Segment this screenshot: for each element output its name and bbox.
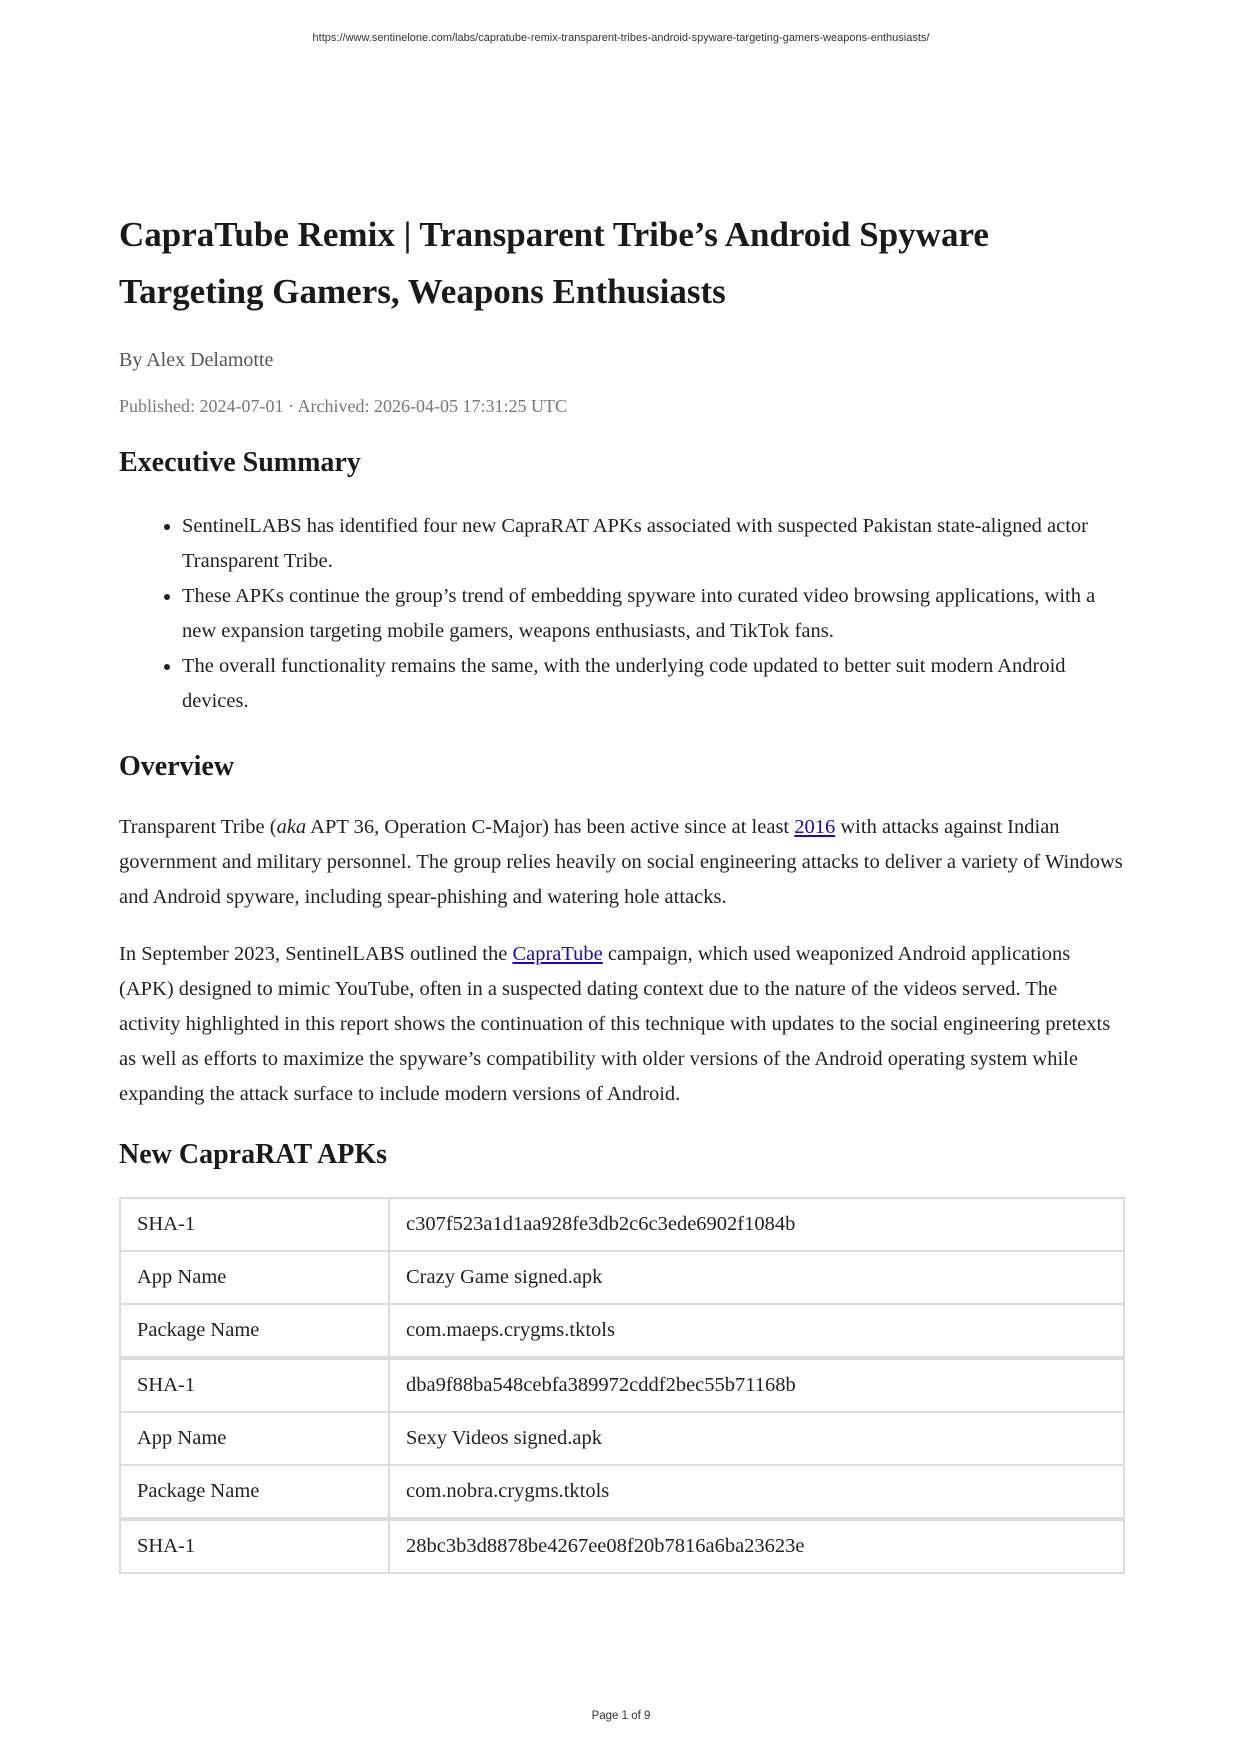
article-title: CapraTube Remix | Transparent Tribe’s Android Spyware Targeting Gamers, Weapons Enthusiasts xyxy=(119,215,989,311)
table-key: Package Name xyxy=(120,1465,389,1519)
text: Transparent Tribe ( xyxy=(119,816,277,838)
publish-meta: Published: 2024-07-01 · Archived: 2026-04-05 17:31:25 UTC xyxy=(119,396,567,416)
list-item: • SentinelLABS has identified four new CapraRAT APKs associated with suspected Pakistan state-aligned actor Transparent Tribe. xyxy=(182,509,1123,579)
apk-table xyxy=(119,1197,1125,1574)
source-url: https://www.sentinelone.com/labs/capratube-remix-transparent-tribes-android-spyware-targeting-gamers-weapons-enthusiasts/ xyxy=(312,32,930,44)
table-key: App Name xyxy=(120,1412,389,1465)
table-row xyxy=(120,1304,1124,1358)
executive-summary-heading: Executive Summary xyxy=(119,447,361,478)
table-row xyxy=(120,1251,1124,1304)
article xyxy=(119,206,1123,1574)
apks-heading: New CapraRAT APKs xyxy=(119,1139,388,1170)
overview-paragraph-2 xyxy=(119,937,1123,1112)
table-row xyxy=(120,1198,1124,1251)
table-value: com.nobra.crygms.tktols xyxy=(389,1465,1124,1519)
executive-summary-list xyxy=(119,509,1123,719)
table-value: c307f523a1d1aa928fe3db2c6c3ede6902f1084b xyxy=(389,1198,1124,1251)
table-value: Sexy Videos signed.apk xyxy=(389,1412,1124,1465)
page-number: Page 1 of 9 xyxy=(591,1710,651,1722)
table-key: SHA-1 xyxy=(120,1198,389,1251)
link-capratube[interactable]: CapraTube xyxy=(512,943,603,965)
table-row xyxy=(120,1358,1124,1412)
table-key: App Name xyxy=(120,1251,389,1304)
link-2016[interactable]: 2016 xyxy=(794,816,836,838)
byline: By Alex Delamotte xyxy=(119,349,274,371)
table-key: SHA-1 xyxy=(120,1358,389,1412)
table-row xyxy=(120,1519,1124,1573)
table-value: Crazy Game signed.apk xyxy=(389,1251,1124,1304)
table-row xyxy=(120,1465,1124,1519)
overview-paragraph-1 xyxy=(119,810,1123,915)
list-item: • These APKs continue the group’s trend of embedding spyware into curated video browsing applications, with a new expansion targeting mobile gamers, weapons enthusiasts, and TikTok fans. xyxy=(182,579,1123,649)
text: with attacks against Indian government and military personnel. The group relies heavily on social engineering attacks to deliver a variety of Windows and Android spyware, including spear-phishing and watering hole attacks. xyxy=(119,816,1123,908)
table-value: dba9f88ba548cebfa389972cddf2bec55b71168b xyxy=(389,1358,1124,1412)
table-key: Package Name xyxy=(120,1304,389,1358)
table-value: 28bc3b3d8878be4267ee08f20b7816a6ba23623e xyxy=(389,1519,1124,1573)
table-row xyxy=(120,1412,1124,1465)
text: campaign, which used weaponized Android applications (APK) designed to mimic YouTube, often in a suspected dating context due to the nature of the videos served. The activity highlighted in this report shows the continuation of this technique with updates to the social engineering pretexts as well as efforts to maximize the spyware’s compatibility with older versions of the Android operating system while expanding the attack surface to include modern versions of Android. xyxy=(119,943,1111,1105)
aka-text: aka xyxy=(276,816,307,838)
table-value: com.maeps.crygms.tktols xyxy=(389,1304,1124,1358)
list-item: • The overall functionality remains the same, with the underlying code updated to better suit modern Android devices. xyxy=(182,649,1123,719)
overview-heading: Overview xyxy=(119,751,235,782)
table-key: SHA-1 xyxy=(120,1519,389,1573)
text: APT 36, Operation C-Major) has been active since at least xyxy=(306,816,795,838)
text: In September 2023, SentinelLABS outlined the xyxy=(119,943,513,965)
